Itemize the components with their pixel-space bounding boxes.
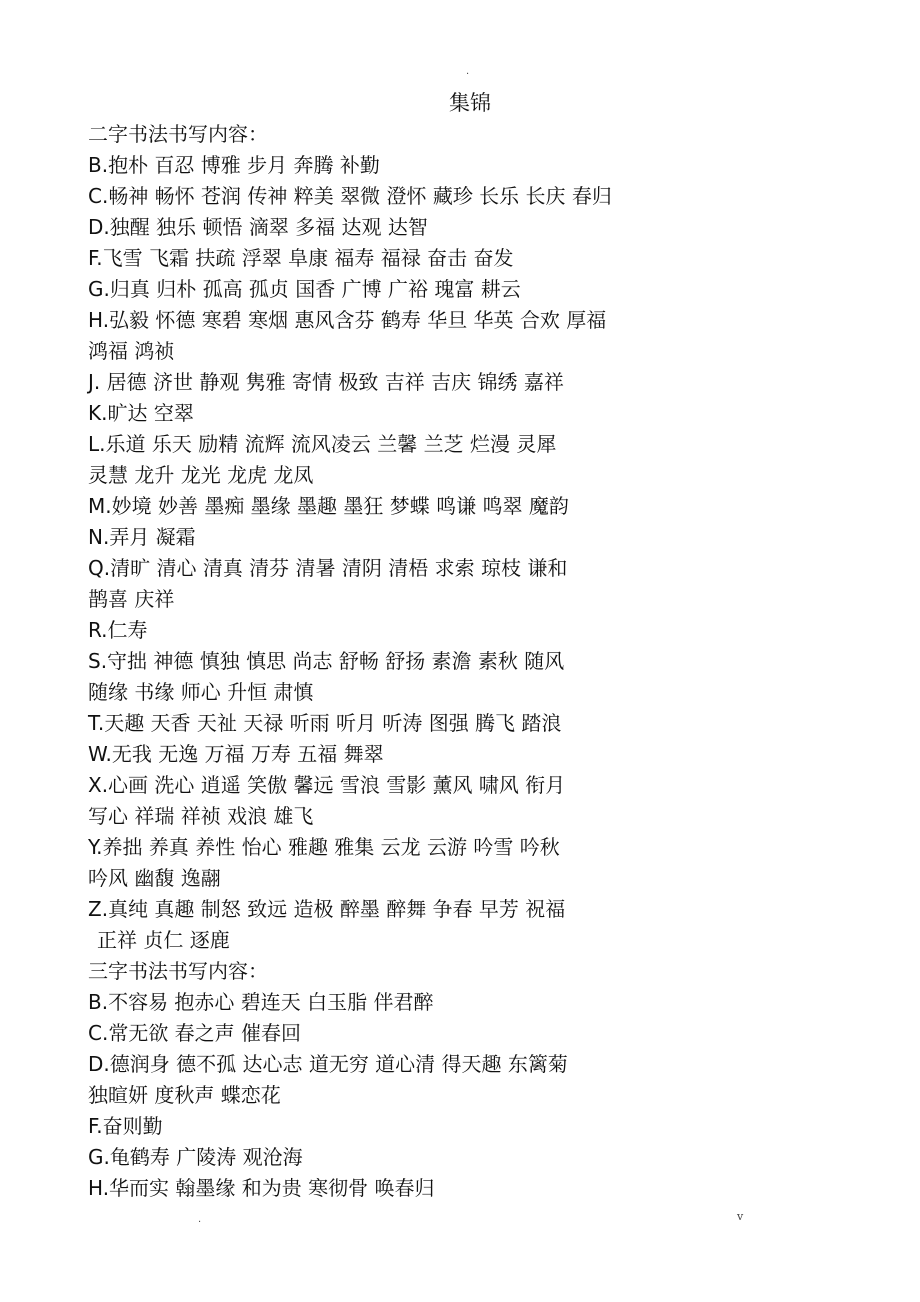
header-dot: . bbox=[466, 66, 470, 77]
list-line: Y.养拙 养真 养性 怡心 雅趣 雅集 云龙 云游 吟雪 吟秋 bbox=[88, 835, 560, 859]
page-title: 集锦 bbox=[449, 91, 491, 115]
list-line: N.弄月 凝霜 bbox=[88, 525, 196, 549]
list-line: M.妙境 妙善 墨痴 墨缘 墨趣 墨狂 梦蝶 鸣谦 鸣翠 魔韵 bbox=[88, 494, 569, 518]
footer-dot: . bbox=[198, 1214, 202, 1225]
list-line-continuation: 鹊喜 庆祥 bbox=[88, 587, 175, 611]
list-line: F.奋则勤 bbox=[88, 1114, 163, 1138]
list-line: L.乐道 乐天 励精 流辉 流风凌云 兰馨 兰芝 烂漫 灵犀 bbox=[88, 432, 557, 456]
list-line-continuation: 吟风 幽馥 逸翮 bbox=[88, 866, 221, 890]
list-line: H.华而实 翰墨缘 和为贵 寒彻骨 唤春归 bbox=[88, 1176, 435, 1200]
list-line: K.旷达 空翠 bbox=[88, 401, 194, 425]
list-line-continuation: 鸿福 鸿祯 bbox=[88, 339, 175, 363]
list-line: T.天趣 天香 天祉 天禄 听雨 听月 听涛 图强 腾飞 踏浪 bbox=[88, 711, 562, 735]
footer-mark: v bbox=[737, 1210, 744, 1223]
list-line: D.独醒 独乐 顿悟 滴翠 多福 达观 达智 bbox=[88, 215, 428, 239]
list-line: C.常无欲 春之声 催春回 bbox=[88, 1021, 302, 1045]
list-line: F.飞雪 飞霜 扶疏 浮翠 阜康 福寿 福禄 奋击 奋发 bbox=[88, 246, 514, 270]
list-line: G.龟鹤寿 广陵涛 观沧海 bbox=[88, 1145, 303, 1169]
list-line-continuation: 独暄妍 度秋声 蝶恋花 bbox=[88, 1083, 281, 1107]
list-line-continuation: 写心 祥瑞 祥祯 戏浪 雄飞 bbox=[88, 804, 314, 828]
list-line-continuation: 灵慧 龙升 龙光 龙虎 龙凤 bbox=[88, 463, 314, 487]
list-line: J. 居德 济世 静观 隽雅 寄情 极致 吉祥 吉庆 锦绣 嘉祥 bbox=[88, 370, 564, 394]
section-heading-three-character: 三字书法书写内容： bbox=[88, 959, 268, 983]
list-line: G.归真 归朴 孤高 孤贞 国香 广博 广裕 瑰富 耕云 bbox=[88, 277, 521, 301]
calligraphy-list bbox=[88, 119, 888, 1204]
list-line: B.抱朴 百忍 博雅 步月 奔腾 补勤 bbox=[88, 153, 380, 177]
list-line: R.仁寿 bbox=[88, 618, 148, 642]
list-line: Z.真纯 真趣 制怒 致远 造极 醉墨 醉舞 争春 早芳 祝福 bbox=[88, 897, 566, 921]
list-line-continuation: 随缘 书缘 师心 升恒 肃慎 bbox=[88, 680, 314, 704]
list-line: S.守拙 神德 慎独 慎思 尚志 舒畅 舒扬 素澹 素秋 随风 bbox=[88, 649, 565, 673]
list-line: B.不容易 抱赤心 碧连天 白玉脂 伴君醉 bbox=[88, 990, 434, 1014]
section-heading-two-character: 二字书法书写内容： bbox=[88, 122, 268, 146]
list-line-continuation: 正祥 贞仁 逐鹿 bbox=[97, 928, 230, 952]
list-line: Q.清旷 清心 清真 清芬 清暑 清阴 清梧 求索 琼枝 谦和 bbox=[88, 556, 568, 580]
list-line: W.无我 无逸 万福 万寿 五福 舞翠 bbox=[88, 742, 384, 766]
list-line: D.德润身 德不孤 达心志 道无穷 道心清 得天趣 东篱菊 bbox=[88, 1052, 568, 1076]
list-line: H.弘毅 怀德 寒碧 寒烟 惠风含芬 鹤寿 华旦 华英 合欢 厚福 bbox=[88, 308, 607, 332]
list-line: C.畅神 畅怀 苍润 传神 粹美 翠微 澄怀 藏珍 长乐 长庆 春归 bbox=[88, 184, 612, 208]
list-line: X.心画 洗心 逍遥 笑傲 馨远 雪浪 雪影 薰风 啸风 衔月 bbox=[88, 773, 566, 797]
